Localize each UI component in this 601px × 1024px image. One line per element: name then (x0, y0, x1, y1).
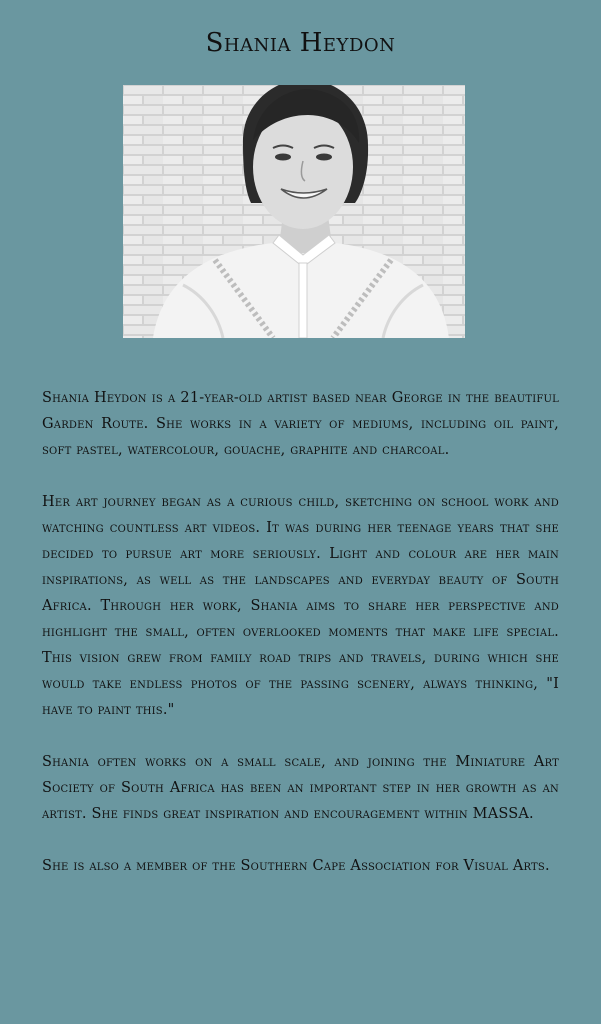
bio-paragraph-2: Her art journey began as a curious child, sketching on school work and watching countless art videos. It was during her teenage years that she decided to pursue art more seriously. Light and colour are her main inspirations, as well as the landscapes and everyday beauty of South Africa. Through her work, Shania aims to share her perspective and highlight the small, often overlooked moments that make life special. This vision grew from family road trips and travels, during which she would take endless photos of the passing scenery, always thinking, "I have to paint this." (42, 494, 559, 718)
artist-bio (42, 385, 559, 905)
page-title: Shania Heydon (205, 28, 396, 58)
bio-paragraph-1: Shania Heydon is a 21-year-old artist based near George in the beautiful Garden Route. She works in a variety of mediums, including oil paint, soft pastel, watercolour, gouache, graphite and charcoal. (42, 390, 559, 458)
bio-paragraph-3: Shania often works on a small scale, and joining the Miniature Art Society of South Africa has been an important step in her growth as an artist. She finds great inspiration and encouragement within MASSA. (42, 754, 559, 822)
portrait-illustration (123, 85, 465, 338)
bio-paragraph-4: She is also a member of the Southern Cape Association for Visual Arts. (42, 858, 550, 874)
artist-portrait-photo (123, 85, 465, 338)
